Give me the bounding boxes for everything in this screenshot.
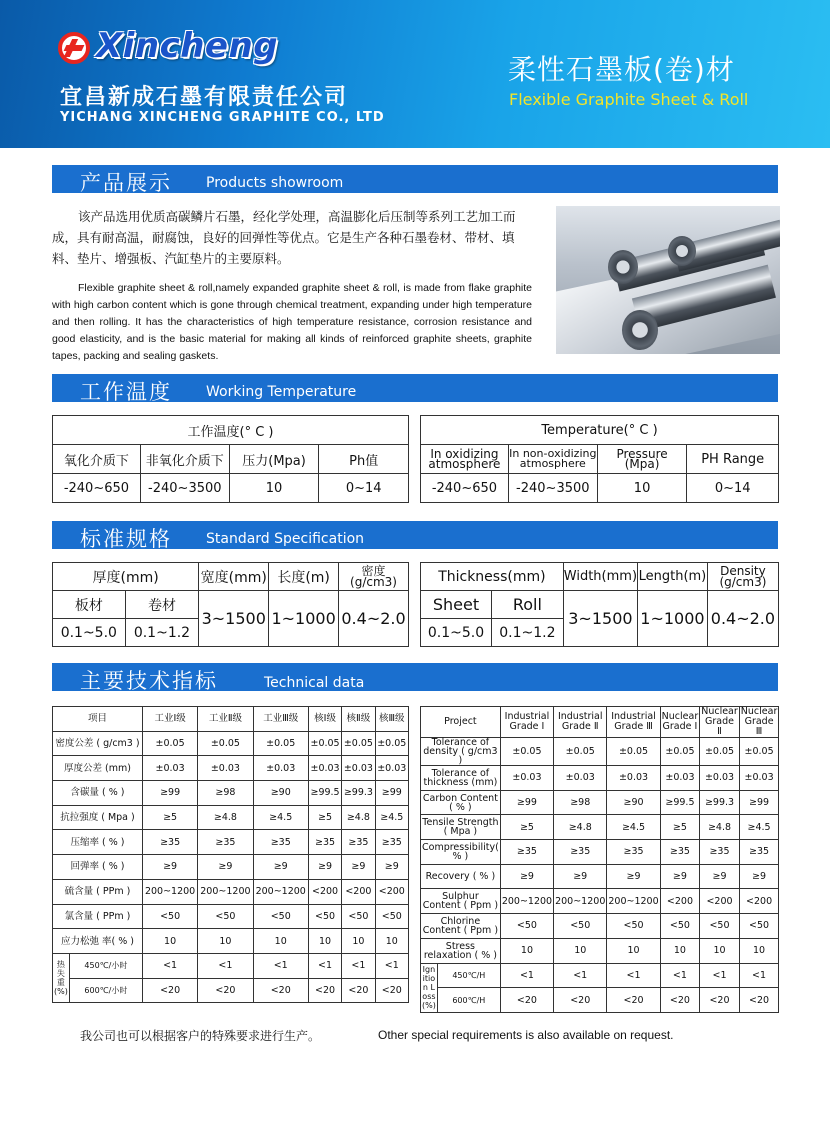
table-row (53, 978, 409, 1003)
table-cell: ±0.05 (554, 738, 607, 766)
column-header: 核Ⅲ级 (375, 707, 408, 732)
brand-name: Xincheng (96, 26, 279, 66)
table-cell: <1 (142, 953, 197, 978)
row-label: Recovery ( % ) (421, 864, 501, 889)
column-header: In non-oxidizing atmosphere (508, 445, 597, 474)
row-label: 回弹率 ( % ) (53, 855, 143, 880)
table-row (421, 914, 779, 939)
table-cell: ±0.05 (308, 731, 341, 756)
table-cell: 10 (198, 929, 253, 954)
row-label: Sulphur Content ( Ppm ) (421, 889, 501, 914)
table-cell: <20 (739, 988, 779, 1013)
table-cell: ≥5 (308, 805, 341, 830)
row-label: 氯含量 ( PPm ) (53, 904, 143, 929)
graphite-roll-end (608, 250, 638, 284)
table-cell: 0~14 (687, 474, 779, 503)
table-cell: 0~14 (319, 474, 409, 503)
table-cell: 3~1500 (563, 591, 637, 647)
table-cell: ≥90 (607, 790, 660, 815)
row-sublabel: 600℃/小时 (69, 978, 142, 1003)
row-header: 板材 (53, 591, 126, 619)
table-cell: ≥4.5 (607, 815, 660, 840)
table-cell: ≥99 (142, 781, 197, 806)
table-cell: ±0.05 (375, 731, 408, 756)
table-cell: 1~1000 (638, 591, 708, 647)
column-header: Ph值 (319, 445, 409, 474)
row-label: Ignition Loss (%) (421, 963, 438, 1012)
section-title-cn: 工作温度 (80, 380, 172, 404)
table-cell: <20 (660, 988, 700, 1013)
table-cell: -240~3500 (508, 474, 597, 503)
table-cell: <1 (253, 953, 308, 978)
table-cell: ≥35 (700, 840, 740, 865)
column-header: Nuclear Grade Ⅲ (740, 706, 778, 737)
table-row (53, 855, 409, 880)
table-cell: ±0.03 (198, 756, 253, 781)
table-cell: <1 (739, 963, 779, 988)
table-cell: 0.1~1.2 (491, 619, 563, 647)
table-cell: <1 (198, 953, 253, 978)
column-header: In oxidizing atmosphere (421, 445, 509, 474)
table-cell: ≥4.8 (700, 815, 740, 840)
table-cell: 0.1~1.2 (125, 619, 199, 647)
table-cell: <50 (375, 904, 408, 929)
table-cell: <20 (554, 988, 607, 1013)
table-cell: ±0.03 (308, 756, 341, 781)
table-title: Temperature(° C ) (421, 416, 779, 445)
table-cell: <200 (308, 879, 341, 904)
company-name-cn: 宜昌新成石墨有限责任公司 (60, 85, 349, 110)
table-row (53, 830, 409, 855)
table-cell: 200~1200 (607, 889, 660, 914)
row-sublabel: 450℃/H (437, 963, 500, 988)
table-cell: ≥9 (739, 864, 779, 889)
table-row (53, 929, 409, 954)
table-cell: ±0.03 (700, 766, 740, 791)
row-label: 热失重 (%) (53, 953, 70, 1002)
table-cell: <1 (660, 963, 700, 988)
table-cell: ±0.05 (739, 738, 779, 766)
row-label: Carbon Content ( % ) (421, 790, 501, 815)
table-cell: ≥9 (660, 864, 700, 889)
table-row (421, 840, 779, 865)
table-cell: <1 (375, 953, 408, 978)
table-cell: <50 (253, 904, 308, 929)
spec-table-en (420, 562, 779, 647)
table-cell: <200 (375, 879, 408, 904)
table-cell: <200 (700, 889, 740, 914)
table-cell: 200~1200 (198, 879, 253, 904)
table-cell: ≥4.8 (554, 815, 607, 840)
column-header: Industrial Grade Ⅰ (500, 707, 553, 738)
column-header: 氧化介质下 (53, 445, 141, 474)
table-cell: ≥9 (198, 855, 253, 880)
table-cell: -240~650 (421, 474, 509, 503)
table-cell: 10 (660, 938, 700, 963)
table-cell: <1 (700, 963, 740, 988)
section-title-en: Working Temperature (206, 384, 357, 400)
table-cell: 10 (597, 474, 687, 503)
table-cell: ≥4.5 (253, 805, 308, 830)
section-title-en: Products showroom (206, 175, 344, 191)
table-cell: ≥99.5 (660, 790, 700, 815)
section-title-en: Standard Specification (206, 531, 365, 547)
table-row (421, 988, 779, 1013)
table-cell: <1 (342, 953, 375, 978)
table-cell: <50 (308, 904, 341, 929)
table-cell: 10 (739, 938, 779, 963)
column-header: Pressure (Mpa) (597, 445, 687, 474)
table-row (421, 738, 779, 766)
table-cell: ≥35 (253, 830, 308, 855)
column-header: Thickness(mm) (421, 563, 564, 591)
table-cell: ≥4.5 (375, 805, 408, 830)
table-cell: ±0.03 (739, 766, 779, 791)
table-cell: ≥35 (607, 840, 660, 865)
table-cell: ≥35 (198, 830, 253, 855)
page-header (0, 0, 830, 148)
table-row (53, 904, 409, 929)
table-cell: 10 (253, 929, 308, 954)
table-cell: 200~1200 (554, 889, 607, 914)
table-cell: <200 (342, 879, 375, 904)
row-label: 压缩率 ( % ) (53, 830, 143, 855)
column-header: 工业Ⅱ级 (198, 707, 253, 732)
table-cell: ≥4.8 (342, 805, 375, 830)
column-header: 非氧化介质下 (140, 445, 229, 474)
intro-text-en: Flexible graphite sheet & roll,namely expanded graphite sheet & roll, is made from flake graphite with high carbon content which is gone through chemical treatment, expanding under high temperature and then rolling. It has the characteristics of high temperature resistance, corrosion resistance and good elasticity, and is the basic material for making all kinds of reinforced graphite sheets, graphite tapes, packing and sealing gaskets. (52, 282, 532, 362)
section-bar-spec (52, 521, 778, 549)
section-bar-showroom (52, 165, 778, 193)
table-cell: 0.4~2.0 (707, 591, 778, 647)
table-cell: <50 (739, 914, 779, 939)
column-header: Width(mm) (563, 563, 637, 591)
table-cell: 10 (142, 929, 197, 954)
table-cell: <20 (500, 988, 553, 1013)
table-cell: ≥9 (253, 855, 308, 880)
table-cell: ±0.03 (253, 756, 308, 781)
table-cell: 200~1200 (500, 889, 553, 914)
table-cell: ±0.05 (142, 731, 197, 756)
table-cell: ≥99 (500, 790, 553, 815)
table-cell: ≥98 (198, 781, 253, 806)
table-cell: ≥5 (660, 815, 700, 840)
table-cell: 10 (700, 938, 740, 963)
table-cell: ≥9 (500, 864, 553, 889)
row-header: Roll (491, 591, 563, 619)
graphite-roll-end (668, 236, 696, 266)
column-header: 核Ⅰ级 (308, 707, 341, 732)
technical-table-en (420, 706, 779, 1013)
table-cell: ≥9 (700, 864, 740, 889)
table-cell: 0.1~5.0 (53, 619, 126, 647)
table-cell: <50 (198, 904, 253, 929)
table-row (421, 815, 779, 840)
table-cell: ≥5 (142, 805, 197, 830)
row-label: Tolerance of thickness (mm) (421, 766, 501, 791)
table-cell: 10 (554, 938, 607, 963)
section-title-cn: 主要技术指标 (80, 669, 218, 693)
table-cell: ≥4.5 (739, 815, 779, 840)
table-cell: <20 (253, 978, 308, 1003)
table-row (53, 805, 409, 830)
table-cell: <50 (554, 914, 607, 939)
row-label: 硫含量 ( PPm ) (53, 879, 143, 904)
column-header: 长度(m) (269, 563, 339, 591)
row-label: 含碳量 ( % ) (53, 781, 143, 806)
table-cell: ±0.05 (500, 738, 553, 766)
section-bar-temperature (52, 374, 778, 402)
table-row (53, 731, 409, 756)
row-sublabel: 600℃/H (437, 988, 500, 1013)
column-header: 工业Ⅰ级 (142, 707, 197, 732)
graphite-roll-end (622, 310, 658, 350)
section-title-cn: 产品展示 (80, 171, 172, 195)
table-row (421, 766, 779, 791)
table-cell: ±0.03 (500, 766, 553, 791)
table-cell: -240~650 (53, 474, 141, 503)
table-cell: 10 (342, 929, 375, 954)
table-cell: <200 (660, 889, 700, 914)
column-header: 压力(Mpa) (229, 445, 319, 474)
table-cell: ±0.03 (660, 766, 700, 791)
table-cell: 10 (308, 929, 341, 954)
footer-note-en: Other special requirements is also available on request. (378, 1028, 674, 1042)
column-header: 项目 (53, 707, 143, 732)
table-cell: ≥99.3 (700, 790, 740, 815)
column-header: 厚度(mm) (53, 563, 199, 591)
row-label: 抗拉强度 ( Mpa ) (53, 805, 143, 830)
row-label: 密度公差 ( g/cm3 ) (53, 731, 143, 756)
table-cell: <50 (607, 914, 660, 939)
column-header: Industrial Grade Ⅲ (607, 707, 660, 738)
column-header: 宽度(mm) (199, 563, 269, 591)
product-photo (556, 206, 780, 354)
row-header: 卷材 (125, 591, 199, 619)
table-cell: ≥35 (554, 840, 607, 865)
row-label: 厚度公差 (mm) (53, 756, 143, 781)
table-cell: <20 (375, 978, 408, 1003)
table-cell: <20 (342, 978, 375, 1003)
table-cell: ≥9 (308, 855, 341, 880)
column-header: Density (g/cm3) (707, 563, 778, 591)
table-row (421, 889, 779, 914)
table-cell: 10 (607, 938, 660, 963)
table-row (421, 963, 779, 988)
table-cell: ≥9 (375, 855, 408, 880)
table-cell: ≥35 (660, 840, 700, 865)
table-cell: ≥35 (308, 830, 341, 855)
table-cell: <20 (198, 978, 253, 1003)
column-header: Length(m) (638, 563, 708, 591)
table-cell: <200 (739, 889, 779, 914)
table-row (421, 864, 779, 889)
table-cell: 3~1500 (199, 591, 269, 647)
logo-icon (58, 32, 90, 64)
table-cell: ±0.05 (660, 738, 700, 766)
table-cell: ±0.05 (253, 731, 308, 756)
row-label: Compressibility( % ) (421, 840, 501, 865)
table-cell: ≥35 (142, 830, 197, 855)
column-header: 密度 (g/cm3) (339, 563, 409, 591)
table-cell: ≥99 (375, 781, 408, 806)
table-row (53, 879, 409, 904)
section-title-cn: 标准规格 (80, 527, 172, 551)
footer-note-cn: 我公司也可以根据客户的特殊要求进行生产。 (80, 1029, 321, 1043)
table-cell: 10 (500, 938, 553, 963)
table-cell: ≥99.3 (342, 781, 375, 806)
row-header: Sheet (421, 591, 492, 619)
table-row (53, 953, 409, 978)
table-cell: ±0.03 (554, 766, 607, 791)
table-cell: <1 (554, 963, 607, 988)
product-title-en: Flexible Graphite Sheet & Roll (509, 90, 749, 109)
row-label: Tensile Strength ( Mpa ) (421, 815, 501, 840)
table-cell: <50 (342, 904, 375, 929)
table-cell: <1 (308, 953, 341, 978)
intro-text-cn: 该产品选用优质高碳鳞片石墨，经化学处理，高温膨化后压制等系列工艺加工而成，具有耐高温，耐腐蚀，良好的回弹性等优点。它是生产各种石墨卷材、带材、填料、垫片、增强板、汽缸垫片的主要原料。 (52, 209, 516, 266)
table-cell: -240~3500 (140, 474, 229, 503)
column-header: 工业Ⅲ级 (253, 707, 308, 732)
column-header: 核Ⅱ级 (342, 707, 375, 732)
table-cell: <50 (660, 914, 700, 939)
row-sublabel: 450℃/小时 (69, 953, 142, 978)
section-title-en: Technical data (264, 675, 365, 691)
table-cell: 0.1~5.0 (421, 619, 492, 647)
column-header: Nuclear Grade Ⅱ (701, 706, 738, 737)
table-cell: ≥35 (739, 840, 779, 865)
table-row (421, 790, 779, 815)
table-cell: 200~1200 (253, 879, 308, 904)
table-cell: <1 (607, 963, 660, 988)
table-cell: <1 (500, 963, 553, 988)
table-row (53, 756, 409, 781)
table-cell: ≥9 (554, 864, 607, 889)
table-cell: ±0.03 (375, 756, 408, 781)
row-label: Chlorine Content ( Ppm ) (421, 914, 501, 939)
table-cell: ≥9 (607, 864, 660, 889)
row-label: Tolerance of density ( g/cm3 ) (421, 738, 501, 766)
temperature-table-cn (52, 415, 409, 503)
product-title-cn: 柔性石墨板(卷)材 (508, 53, 735, 86)
company-name-en: YICHANG XINCHENG GRAPHITE CO., LTD (60, 110, 385, 125)
section-bar-tech (52, 663, 778, 691)
table-cell: ≥35 (342, 830, 375, 855)
table-row (53, 781, 409, 806)
table-row (421, 938, 779, 963)
table-cell: ≥9 (142, 855, 197, 880)
table-cell: ≥99 (739, 790, 779, 815)
table-cell: ≥99.5 (308, 781, 341, 806)
table-cell: ±0.03 (607, 766, 660, 791)
table-cell: <20 (700, 988, 740, 1013)
table-cell: ≥35 (375, 830, 408, 855)
table-cell: ≥4.8 (198, 805, 253, 830)
column-header: Nuclear Grade Ⅰ (660, 707, 700, 738)
table-cell: ≥35 (500, 840, 553, 865)
table-cell: <20 (142, 978, 197, 1003)
column-header: Industrial Grade Ⅱ (554, 707, 607, 738)
table-cell: <50 (142, 904, 197, 929)
table-cell: ±0.03 (342, 756, 375, 781)
row-label: 应力松弛 率( % ) (53, 929, 143, 954)
table-cell: ≥90 (253, 781, 308, 806)
technical-table-cn (52, 706, 409, 1003)
table-title: 工作温度(° C ) (53, 416, 409, 445)
column-header: Project (421, 707, 501, 738)
table-cell: ±0.05 (700, 738, 740, 766)
table-cell: ±0.05 (198, 731, 253, 756)
table-cell: ≥5 (500, 815, 553, 840)
table-cell: 10 (375, 929, 408, 954)
table-cell: <20 (308, 978, 341, 1003)
table-cell: 1~1000 (269, 591, 339, 647)
table-cell: ≥9 (342, 855, 375, 880)
column-header: PH Range (687, 445, 779, 474)
table-cell: <50 (700, 914, 740, 939)
table-cell: 200~1200 (142, 879, 197, 904)
spec-table-cn (52, 562, 409, 647)
row-label: Stress relaxation ( % ) (421, 938, 501, 963)
table-cell: 10 (229, 474, 319, 503)
table-cell: ≥98 (554, 790, 607, 815)
table-cell: 0.4~2.0 (339, 591, 409, 647)
table-cell: <20 (607, 988, 660, 1013)
temperature-table-en (420, 415, 779, 503)
table-cell: ±0.05 (607, 738, 660, 766)
table-cell: ±0.05 (342, 731, 375, 756)
table-cell: ±0.03 (142, 756, 197, 781)
table-cell: <50 (500, 914, 553, 939)
